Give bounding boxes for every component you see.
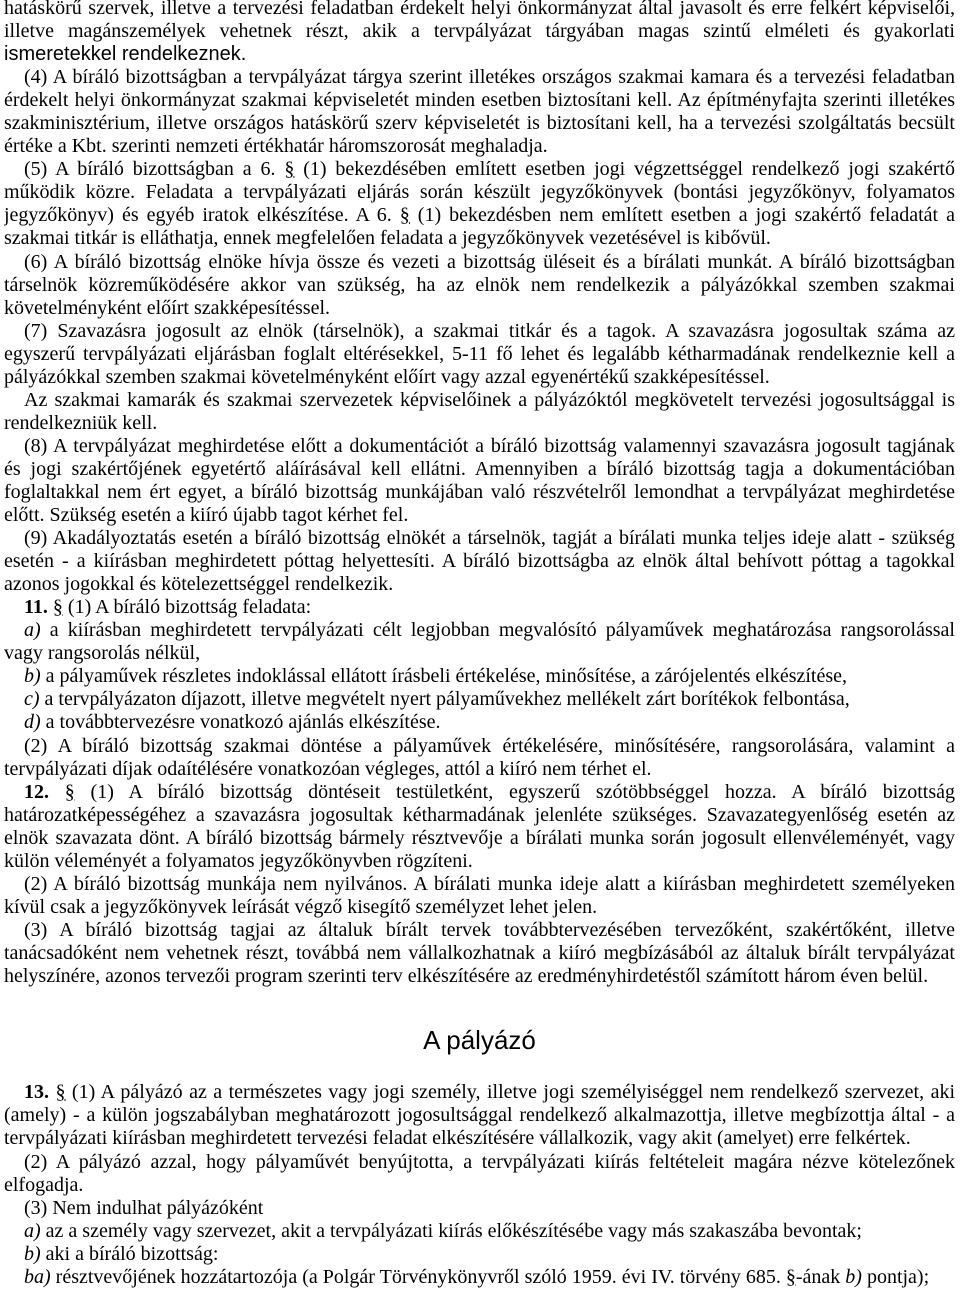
paragraph-12-2: [4, 873, 955, 919]
text-line: és jogi szakértőjének egyetértő aláírásával kell ellátni. Amennyiben a bíráló bizottság tagja a dokumentációban: [4, 457, 955, 480]
text-line: esetén - a kiírásban meghirdetett póttag helyettesíti. A bíráló bizottságba az elnök által behívott póttag a tagokkal: [4, 550, 955, 573]
paragraph-5: [4, 158, 955, 250]
text-line: érdekelt helyi önkormányzat szakmai képviseletét minden esetben biztosítani kell. Az építményfajta szerinti illetékes: [4, 89, 955, 112]
text-line: [4, 1266, 955, 1289]
text-line: [4, 204, 955, 227]
list-item-c: [4, 688, 955, 711]
text-line: szakmai titkár is elláthatja, ennek megfelelően feladata a jegyzőkönyvek vezetésével is kibővül.: [4, 227, 771, 250]
section-number: 11.: [24, 596, 53, 619]
section-number: 12.: [24, 780, 65, 803]
text-line: kívül csak a jegyzőkönyvek leírását végző kisegítő személyzet lehet jelen.: [4, 895, 598, 918]
text-line: (amely) - a külön jogszabályban meghatározott jogosultsággal rendelkező alkalmazottja, illetve megbízottja által - a: [4, 1104, 955, 1127]
section-11: [4, 596, 955, 619]
list-marker: a): [24, 1219, 41, 1242]
text-line: egyszerű tervpályázati eljárásban foglalt eltérésekkel, 5-11 fő lehet és legalább kétharmadának rendelkeznie kell a: [4, 342, 955, 365]
section-number: 13.: [24, 1081, 56, 1104]
section-13: [4, 1081, 955, 1150]
line-text: (5) A bíráló bizottságban a 6.: [24, 158, 285, 181]
text-line: (6) A bíráló bizottság elnöke hívja össze és vezeti a bizottság üléseit és a bírálati munkát. A bíráló bizottságban: [24, 250, 955, 273]
text-line: (3) Nem indulhat pályázóként: [24, 1196, 264, 1219]
text-line: [4, 1220, 955, 1243]
text-line: tervpályázati kiírásban meghirdetett tervezési feladat elkészítésére vállalkozik, vagy akit (amelyet) erre felkértek.: [4, 1127, 911, 1150]
text-line: [4, 619, 955, 642]
text-line: előtt. Szükség esetén a kiíró újabb tagot kérhet fel.: [4, 504, 409, 527]
paragraph-11-2: [4, 735, 955, 781]
text-line: (8) A tervpályázat meghirdetése előtt a dokumentációt a bíráló bizottság valamennyi szavazásra jogosult tagjának: [24, 434, 955, 457]
section-link[interactable]: §: [785, 1265, 796, 1288]
list-marker: ba): [24, 1265, 51, 1288]
document-page: [4, 0, 955, 1289]
text-line: (3) A bíráló bizottság tagjai az általuk bírált tervek továbbtervezésében tervezőként, szakértőként, illetve: [24, 918, 955, 941]
text-line: (4) A bíráló bizottságban a tervpályázat tárgya szerint illetékes országos szakmai kamara és a tervezési feladatban: [24, 66, 955, 89]
line-text: a pályaművek részletes indoklással ellátott írásbeli értékelése, minősítése, a zárójelentés elkészítése,: [40, 665, 848, 688]
line-text: (1) bekezdésben nem említett esetben a jogi szakértő feladatát a: [409, 204, 955, 227]
line-text: -ának: [795, 1265, 846, 1288]
line-text: jegyzőkönyv) és egyéb iratok elkészítése. A 6.: [4, 204, 400, 227]
text-line: működik közre. Feladata a tervpályázati eljárás során készült jegyzőkönyvek (bontási jegyzőkönyv, folyamatos: [4, 181, 955, 204]
line-text: pontja);: [861, 1265, 930, 1288]
text-line: ismeretekkel rendelkeznek.: [4, 43, 247, 66]
text-line: hatáskörű szervek, illetve a tervezési feladatban érdekelt helyi önkormányzat által javasolt és erre felkért képviselői,: [4, 0, 955, 19]
section-link[interactable]: §: [52, 596, 63, 619]
paragraph-13-2: [4, 1151, 955, 1197]
text-line: illetve magánszemélyek vehetnek részt, akik a tervpályázat tárgyában magas szintű elméleti és gyakorlati: [4, 20, 955, 43]
text-line: követelményként előírt szakképesítéssel.: [4, 296, 331, 319]
list-item-a: [4, 1220, 955, 1243]
text-line: (7) Szavazásra jogosult az elnök (társelnök), a szakmai titkár és a tagok. A szavazásra jogosultak száma az: [24, 319, 955, 342]
section-12: [4, 781, 955, 873]
text-line: Az szakmai kamarák és szakmai szervezetek képviselőinek a pályázóktól megkövetelt tervezési jogosultsággal is: [24, 388, 955, 411]
text-line: (2) A bíráló bizottság szakmai döntése a pályaművek értékelésére, minősítésére, rangsorolására, valamint a: [24, 734, 955, 757]
chapter-heading: A pályázó: [423, 1025, 536, 1056]
line-text: (1) bekezdésében említett esetben jogi végzettséggel rendelkező jogi szakértő: [294, 158, 955, 181]
text-line: [4, 711, 955, 734]
list-marker: b): [24, 1242, 41, 1265]
line-text: a kiírásban meghirdetett tervpályázati célt legjobban megvalósító pályaművek meghatározása rangsorolással: [40, 619, 955, 642]
text-line: tervpályázati díjak odaítélésére vonatkozóan végleges, attól a kiíró nem térhet el.: [4, 757, 652, 780]
list-item-ba: [4, 1266, 955, 1289]
text-line: (2) A pályázó azzal, hogy pályaművét benyújtotta, a tervpályázati kiírás feltételeit magára nézve kötelezőnek: [24, 1150, 955, 1173]
list-item-b: [4, 665, 955, 688]
text-line: vagy rangsorolás nélkül,: [4, 642, 201, 665]
text-line: határozatképességéhez a szavazásra jogosultak kétharmadának jelenléte szükséges. Szavazategyenlőség esetén az: [4, 803, 955, 826]
text-line: [4, 665, 955, 688]
section-link[interactable]: §: [399, 204, 410, 227]
line-text: (1) A pályázó az a természetes vagy jogi személy, illetve jogi személyiséggel nem rendelkező szervezet, aki: [65, 1081, 955, 1104]
paragraph-12-3: [4, 919, 955, 988]
text-line: külön véleményét a folyamatos jegyzőkönyvben rögzíteni.: [4, 849, 473, 872]
section-link[interactable]: §: [55, 1081, 66, 1104]
text-line: [4, 1081, 955, 1104]
text-line: [4, 1243, 955, 1266]
list-item-b: [4, 1243, 955, 1266]
text-line: [4, 596, 955, 619]
list-marker: b): [845, 1265, 862, 1288]
text-line: (9) Akadályoztatás esetén a bíráló bizottság elnökét a társelnök, tagját a bírálati munka teljes ideje alatt - szükség: [24, 527, 955, 550]
line-text: a tervpályázaton díjazott, illetve megvételt nyert pályaművekhez mellékelt zárt borítékok felbontása,: [39, 688, 850, 711]
text-line: (2) A bíráló bizottság munkája nem nyilvános. A bírálati munka ideje alatt a kiírásban meghirdetett személyeken: [24, 872, 955, 895]
paragraph-4: [4, 66, 955, 158]
line-text: a továbbtervezésre vonatkozó ajánlás elkészítése.: [40, 711, 441, 734]
paragraph-chambers: [4, 389, 955, 435]
paragraph-8: [4, 435, 955, 527]
line-text: aki a bíráló bizottság:: [40, 1242, 219, 1265]
text-line: azonos jogokkal és kötelezettséggel rendelkezik.: [4, 573, 394, 596]
text-line: helyszínére, azonos tervezői program szerinti terv elkészítésére az eredményhirdetéstől számított három éven belül.: [4, 964, 929, 987]
text-line: értéke a Kbt. szerinti nemzeti értékhatár háromszorosát meghaladja.: [4, 135, 548, 158]
paragraph-6: [4, 251, 955, 320]
section-link[interactable]: §: [284, 158, 295, 181]
line-text: (1) A bíráló bizottság döntéseit testületként, egyszerű szótöbbséggel hozza. A bíráló bizottság: [74, 780, 955, 803]
line-text: az a személy vagy szervezet, akit a tervpályázati kiírás előkészítésébe vagy más szakaszába bevontak;: [40, 1219, 862, 1242]
list-marker: a): [24, 619, 41, 642]
text-line: elfogadja.: [4, 1173, 84, 1196]
text-line: [4, 158, 955, 181]
text-line: társelnök közreműködésére akkor van szükség, ha az elnök nem rendelkezik a pályázókkal szemben szakmai: [4, 273, 955, 296]
paragraph-13-3: [4, 1197, 955, 1220]
line-text: (1) A bíráló bizottság feladata:: [62, 596, 312, 619]
text-line: elnök szavazata dönt. A bíráló bizottság bármely résztvevője a bírálati munka során jogosult ellenvéleményét, vagy: [4, 826, 955, 849]
text-line: [4, 688, 955, 711]
list-marker: d): [24, 711, 41, 734]
section-link[interactable]: §: [64, 780, 75, 803]
paragraph-continuation: [4, 0, 955, 66]
text-line: pályázókkal szemben szakmai követelményként előírt vagy azzal egyenértékű szakképesítéssel.: [4, 365, 770, 388]
text-line: tanácsadóként nem vehetnek részt, továbbá nem vállalkozhatnak a kiíró megbízásából az általuk bírált tervpályázat: [4, 941, 955, 964]
text-line: szakminisztérium, illetve országos hatáskörű szerv képviseletét is biztosítani kell, ha a tervezési szolgáltatás becsült: [4, 112, 955, 135]
text-line: [4, 781, 955, 804]
list-marker: c): [24, 688, 40, 711]
paragraph-7: [4, 320, 955, 389]
list-marker: b): [24, 665, 41, 688]
line-text: résztvevőjének hozzátartozója (a Polgár Törvénykönyvről szóló 1959. évi IV. törvény 685.: [50, 1265, 786, 1288]
list-item-a: [4, 619, 955, 665]
text-line: rendelkezniük kell.: [4, 411, 158, 434]
text-line: foglaltakkal nem ért egyet, a bíráló bizottság munkájában való részvételről lemondhat a tervpályázat meghirdetése: [4, 480, 955, 503]
list-item-d: [4, 711, 955, 734]
paragraph-9: [4, 527, 955, 596]
